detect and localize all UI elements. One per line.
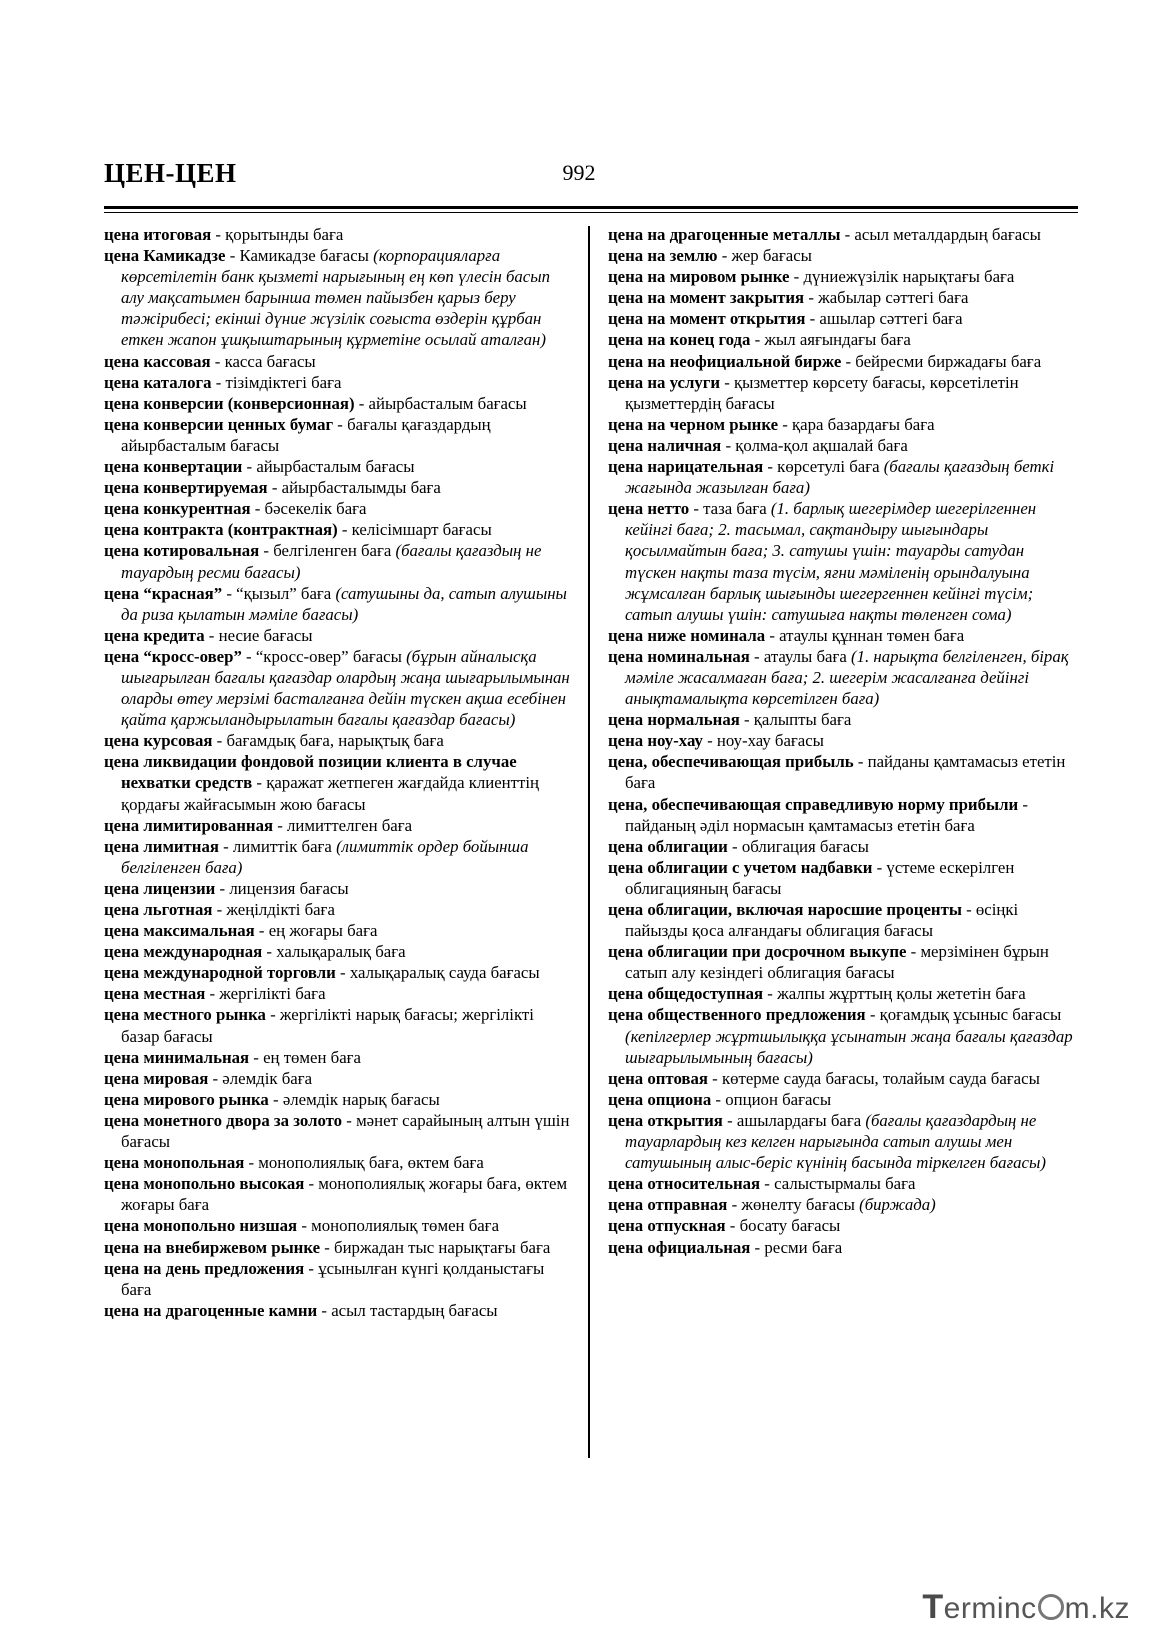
entry-separator: - <box>222 583 237 603</box>
column-divider <box>588 226 590 1458</box>
entry-term: цена конвертируемая <box>104 478 268 498</box>
entry-separator: - <box>211 225 226 244</box>
entry-definition: салыстырмалы баға <box>774 1174 916 1194</box>
entry-term: цена на момент закрытия <box>608 288 805 308</box>
entry-term: цена на неофициальной бирже <box>608 351 842 371</box>
dictionary-entry <box>104 625 572 646</box>
dictionary-entry <box>104 646 572 730</box>
dictionary-entry <box>608 287 1078 308</box>
entry-definition: халықаралық сауда бағасы <box>349 963 540 983</box>
entry-definition: Камикадзе бағасы <box>239 246 374 266</box>
dictionary-entry <box>104 372 572 393</box>
logo-text-post: m.kz <box>1064 1592 1130 1625</box>
entry-term: цена монопольная <box>104 1153 245 1173</box>
entry-term: цена официальная <box>608 1237 751 1257</box>
entry-term: цена, обеспечивающая справедливую норму прибыли <box>608 794 1019 814</box>
dictionary-entry <box>104 1068 572 1089</box>
entry-definition: әлемдік нарық бағасы <box>282 1089 440 1109</box>
entry-definition: таза баға <box>703 499 771 519</box>
entry-definition: опцион бағасы <box>725 1089 832 1109</box>
dictionary-entry <box>608 625 1078 646</box>
entry-definition: асыл металдардың бағасы <box>854 225 1041 244</box>
dictionary-entry <box>104 815 572 836</box>
entry-definition: ең жоғары баға <box>268 921 378 941</box>
entry-note: (бағалы қағаздардың не тауарлардың кез келген нарығында сатып алушы мен сатушының алыс-беріс күнінің басында тіркелген бағасы) <box>625 1110 1046 1173</box>
entry-definition: бәсекелік баға <box>264 499 367 519</box>
entry-definition: несие бағасы <box>218 625 313 645</box>
entry-separator: - <box>789 267 804 287</box>
entry-term: цена на момент открытия <box>608 309 806 329</box>
entry-separator: - <box>961 900 976 919</box>
entry-note: (бұрын айналысқа шығарылған бағалы қағаздар олардың жаңа шығарылымынан оларды өтеу мерзімі басталғанға дейін түскен ақша есебінен қайта қаржыландырылатын бағалы қағаздар бағасы) <box>121 646 570 730</box>
entry-term: цена на конец года <box>608 330 751 350</box>
dictionary-entry <box>608 1237 1078 1258</box>
dictionary-entry <box>104 983 572 1004</box>
entry-term: цена на внебиржевом рынке <box>104 1237 321 1257</box>
entry-separator: - <box>750 1237 765 1257</box>
entry-separator: - <box>242 457 257 477</box>
dictionary-entry <box>104 1237 572 1258</box>
entry-term: цена нарицательная <box>608 457 764 477</box>
entry-term: цена мировая <box>104 1068 209 1088</box>
entry-term: цена мирового рынка <box>104 1089 269 1109</box>
entry-term: цена кредита <box>104 625 205 645</box>
entry-separator: - <box>805 309 820 329</box>
entry-definition: ресми баға <box>764 1237 843 1257</box>
entry-separator: - <box>211 372 226 392</box>
left-column <box>104 224 572 1321</box>
entry-term: цена конвертации <box>104 457 243 477</box>
entry-term: цена котировальная <box>104 541 260 561</box>
entry-term: цена монопольно высокая <box>104 1174 305 1194</box>
entry-term: цена конверсии ценных бумаг <box>104 414 334 434</box>
entry-term: цена льготная <box>104 900 213 919</box>
entry-term: цена международная <box>104 942 263 962</box>
entry-term: цена ликвидации фондовой позиции клиента в случае нехватки средств <box>104 752 517 793</box>
entry-term: цена нормальная <box>608 710 740 730</box>
entry-definition: келісімшарт бағасы <box>351 520 492 540</box>
entry-definition: көтерме сауда бағасы, толайым сауда бағасы <box>721 1068 1040 1088</box>
entry-note: (биржада) <box>859 1195 936 1215</box>
entry-term: цена нетто <box>608 499 690 519</box>
entry-separator: - <box>249 1047 264 1067</box>
entry-separator: - <box>342 1110 357 1130</box>
dictionary-entry <box>608 983 1078 1004</box>
entry-separator: - <box>840 225 855 244</box>
dictionary-entry <box>104 477 572 498</box>
dictionary-entry <box>608 751 1078 793</box>
dictionary-entry <box>608 794 1078 836</box>
entry-term: цена, обеспечивающая прибыль <box>608 752 854 772</box>
entry-definition: монополиялық төмен баға <box>311 1216 500 1236</box>
dictionary-entry <box>104 1258 572 1300</box>
entry-term: цена на драгоценные металлы <box>608 225 841 244</box>
entry-separator: - <box>720 372 735 392</box>
entry-definition: ең төмен баға <box>263 1047 361 1067</box>
dictionary-entry <box>608 709 1078 730</box>
entry-term: цена конкурентная <box>104 499 251 519</box>
entry-term: цена общедоступная <box>608 984 764 1004</box>
entry-term: цена облигации при досрочном выкупе <box>608 942 907 962</box>
entry-definition: ашылар сәттегі баға <box>819 309 963 329</box>
right-column <box>608 224 1078 1258</box>
entry-definition: жергілікті баға <box>219 984 326 1004</box>
entry-definition: пайданы қамтамасыз ететін баға <box>625 752 1066 793</box>
entry-separator: - <box>721 435 736 455</box>
entry-definition: қаражат жетпеген жағдайда клиенттің қордағы жайғасымын жою бағасы <box>121 773 539 814</box>
entry-separator: - <box>320 1237 335 1257</box>
entry-separator: - <box>333 414 348 434</box>
entry-separator: - <box>841 351 856 371</box>
entry-definition: жер бағасы <box>731 246 812 266</box>
entry-definition: лицензия бағасы <box>229 878 349 898</box>
entry-term: цена отправная <box>608 1195 728 1215</box>
entry-term: цена контракта (контрактная) <box>104 520 338 540</box>
dictionary-entry <box>104 1215 572 1236</box>
dictionary-entry <box>104 730 572 751</box>
entry-definition: қорытынды баға <box>225 225 344 244</box>
dictionary-entry <box>608 1194 1078 1215</box>
entry-term: цена относительная <box>608 1174 761 1194</box>
entry-separator: - <box>722 1110 737 1130</box>
entry-definition: әлемдік баға <box>222 1068 313 1088</box>
entry-term: цена лицензии <box>104 878 216 898</box>
entry-definition: асыл тастардың бағасы <box>331 1300 498 1320</box>
entry-definition: жабылар сәттегі баға <box>818 288 969 308</box>
entry-separator: - <box>750 330 765 350</box>
dictionary-entry <box>608 836 1078 857</box>
entry-term: цена на мировом рынке <box>608 267 790 287</box>
entry-separator: - <box>265 1005 280 1025</box>
entry-term: цена “красная” <box>104 583 223 603</box>
entry-separator: - <box>212 900 227 919</box>
entry-separator: - <box>268 1089 283 1109</box>
dictionary-entry <box>608 941 1078 983</box>
entry-separator: - <box>215 878 230 898</box>
entry-separator: - <box>739 710 754 730</box>
entry-definition: айырбасталым бағасы <box>368 393 527 413</box>
entry-separator: - <box>702 731 717 751</box>
dictionary-entry <box>104 1004 572 1046</box>
entry-term: цена монетного двора за золото <box>104 1110 343 1130</box>
dictionary-entry <box>608 899 1078 941</box>
entry-definition: мәнет сарайының алтын үшін бағасы <box>121 1110 570 1152</box>
dictionary-entry <box>104 1047 572 1068</box>
entry-separator: - <box>707 1068 722 1088</box>
entry-definition: үстеме ескерілген облигацияның бағасы <box>625 857 1015 898</box>
entry-term: цена лимитированная <box>104 815 274 835</box>
entry-term: цена лимитная <box>104 836 219 856</box>
entry-definition: атаулы құннан төмен баға <box>779 625 965 645</box>
entry-definition: қара базардағы баға <box>792 414 935 434</box>
entry-separator: - <box>241 646 256 666</box>
entry-term: цена на землю <box>608 246 718 266</box>
entry-separator: - <box>205 984 220 1004</box>
entry-term: цена ниже номинала <box>608 625 766 645</box>
entry-separator: - <box>853 752 868 772</box>
entry-separator: - <box>267 478 282 498</box>
entry-definition: касса бағасы <box>224 351 316 371</box>
entry-term: цена на драгоценные камни <box>104 1300 318 1320</box>
entry-separator: - <box>273 815 288 835</box>
entry-term: цена опциона <box>608 1089 712 1109</box>
dictionary-entry <box>104 1300 572 1321</box>
entry-definition: өсіңкі пайызды қоса алғандағы облигация бағасы <box>625 900 1019 941</box>
entry-term: цена оптовая <box>608 1068 708 1088</box>
entry-separator: - <box>225 246 240 266</box>
entry-separator: - <box>760 1174 775 1194</box>
termincom-logo[interactable] <box>922 1588 1130 1627</box>
entry-separator: - <box>244 1153 259 1173</box>
entry-definition: айырбасталым бағасы <box>256 457 415 477</box>
entry-definition: ұсынылған күнгі қолданыстағы баға <box>121 1258 545 1299</box>
dictionary-entry <box>104 1110 572 1152</box>
entry-definition: монополиялық баға, өктем баға <box>258 1153 484 1173</box>
entry-definition: дүниежүзілік нарықтағы баға <box>803 267 1015 287</box>
dictionary-entry <box>608 435 1078 456</box>
dictionary-entry <box>608 1173 1078 1194</box>
dictionary-entry <box>104 519 572 540</box>
dictionary-entry <box>608 857 1078 899</box>
entry-separator: - <box>725 1216 740 1236</box>
logo-letter: T <box>922 1588 944 1626</box>
dictionary-entry <box>104 1173 572 1215</box>
entry-separator: - <box>865 1005 880 1025</box>
entry-definition: облигация бағасы <box>741 836 869 856</box>
entry-definition: лимиттелген баға <box>287 815 413 835</box>
entry-separator: - <box>1018 794 1028 814</box>
dictionary-entry <box>608 498 1078 625</box>
dictionary-entry <box>104 456 572 477</box>
entry-term: цена международной торговли <box>104 963 336 983</box>
entry-separator: - <box>765 625 780 645</box>
entry-definition: қызметтер көрсету бағасы, көрсетілетін қызметтердің бағасы <box>625 372 1019 413</box>
entry-separator: - <box>208 1068 223 1088</box>
dictionary-entry <box>608 372 1078 414</box>
logo-text-pre: erminc <box>943 1592 1037 1625</box>
entry-term: цена минимальная <box>104 1047 250 1067</box>
entry-separator: - <box>717 246 732 266</box>
entry-separator: - <box>210 351 225 371</box>
entry-definition: айырбасталымды баға <box>281 478 441 498</box>
entry-term: цена отпускная <box>608 1216 726 1236</box>
entry-separator: - <box>212 731 227 751</box>
entry-term: цена на черном рынке <box>608 414 779 434</box>
entry-separator: - <box>711 1089 726 1109</box>
entry-separator: - <box>317 1300 332 1320</box>
entry-definition: тізімдіктегі баға <box>225 372 342 392</box>
entry-term: цена “кросс-овер” <box>104 646 242 666</box>
dictionary-entry <box>104 1089 572 1110</box>
entry-definition: атаулы баға <box>763 646 852 666</box>
dictionary-entry <box>608 456 1078 498</box>
entry-term: цена общественного предложения <box>608 1005 866 1025</box>
entry-definition: бағалы қағаздардың айырбасталым бағасы <box>121 414 491 455</box>
entry-definition: жеңілдікті баға <box>226 900 335 919</box>
entry-definition: бейресми биржадағы баға <box>855 351 1042 371</box>
entry-term: цена местного рынка <box>104 1005 266 1025</box>
entry-separator: - <box>304 1174 319 1194</box>
entry-separator: - <box>354 393 369 413</box>
entry-definition: бағамдық баға, нарықтық баға <box>226 731 444 751</box>
entry-separator: - <box>749 646 764 666</box>
dictionary-entry <box>608 308 1078 329</box>
entry-separator: - <box>763 984 778 1004</box>
entry-note: (корпорацияларға көрсетілетін банк қызметі нарығының ең көп үлесін басып алу мақсатымен барынша төмен пайызбен қарыз беру тәжірибесі; екінші дүние жүзілік соғыста өздерін құрбан еткен жапон ұшқыштарының құрметіне осылай аталған) <box>121 246 550 350</box>
entry-definition: ашылардағы баға <box>736 1110 866 1130</box>
entry-definition: босату бағасы <box>739 1216 841 1236</box>
entry-note: (бағалы қағаздың не тауардың ресми бағасы) <box>121 541 542 582</box>
dictionary-entry <box>608 266 1078 287</box>
dictionary-entry <box>104 540 572 582</box>
entry-term: цена курсовая <box>104 731 213 751</box>
entry-separator: - <box>727 1195 742 1215</box>
entry-definition: жөнелту бағасы <box>741 1195 860 1215</box>
entry-definition: көрсетулі баға <box>777 457 884 477</box>
entry-term: цена номинальная <box>608 646 750 666</box>
dictionary-entry <box>608 1089 1078 1110</box>
entry-separator: - <box>906 942 921 962</box>
entry-definition: халықаралық баға <box>276 942 406 962</box>
entry-definition: жалпы жұрттың қолы жететін баға <box>777 984 1026 1004</box>
dictionary-entry <box>608 730 1078 751</box>
entry-note: (1. барлық шегерімдер шегерілгеннен кейінгі баға; 2. тасымал, сақтандыру шығындары қосылмайтын баға; 3. сатушы үшін: тауарды сатудан түскен нақты таза түсім, яғни мәміленің орындалуына жұмсалған барлық шығынды шегергеннен кейінгі түсім; сатып алушы үшін: сатушыға нақты төленген сома) <box>625 499 1037 624</box>
entry-term: цена облигации, включая наросшие проценты <box>608 900 962 919</box>
dictionary-entry <box>104 878 572 899</box>
entry-separator: - <box>337 520 352 540</box>
entry-note: (бағалы қағаздың беткі жағында жазылған баға) <box>625 457 1055 498</box>
entry-definition: “қызыл” баға <box>236 583 336 603</box>
dictionary-entry <box>104 920 572 941</box>
running-header: ЦЕН-ЦЕН <box>104 158 237 188</box>
entry-separator: - <box>763 457 778 477</box>
dictionary-entry <box>104 245 572 350</box>
entry-term: цена конверсии (конверсионная) <box>104 393 355 413</box>
dictionary-entry <box>104 393 572 414</box>
entry-separator: - <box>727 836 742 856</box>
entry-separator: - <box>778 414 793 434</box>
entry-separator: - <box>335 963 350 983</box>
dictionary-entry <box>104 414 572 456</box>
entry-definition: монополиялық жоғары баға, өктем жоғары баға <box>121 1174 568 1215</box>
header-rule-thick <box>104 206 1078 209</box>
entry-note: (1. нарықта белгіленген, бірақ мәміле жасалмаған баға; 2. шегерім жасалғанға дейінгі анықтамалықта көрсетілген баға) <box>625 646 1069 709</box>
entry-term: цена кассовая <box>104 351 211 371</box>
entry-definition: “кросс-овер” бағасы <box>255 646 407 666</box>
entry-definition: жыл аяғындағы баға <box>764 330 911 350</box>
entry-separator: - <box>254 921 269 941</box>
dictionary-entry <box>104 351 572 372</box>
dictionary-entry <box>608 1215 1078 1236</box>
entry-definition: ноу-хау бағасы <box>716 731 824 751</box>
dictionary-entry <box>104 899 572 920</box>
entry-definition: қалыпты баға <box>753 710 852 730</box>
entry-definition: жергілікті нарық бағасы; жергілікті базар бағасы <box>121 1005 534 1046</box>
entry-definition: лимиттік баға <box>232 836 337 856</box>
entry-separator: - <box>804 288 819 308</box>
dictionary-entry <box>608 414 1078 435</box>
dictionary-entry <box>608 646 1078 709</box>
entry-separator: - <box>297 1216 312 1236</box>
entry-separator: - <box>218 836 233 856</box>
entry-separator: - <box>689 499 704 519</box>
dictionary-entry <box>104 1152 572 1173</box>
entry-separator: - <box>204 625 219 645</box>
entry-term: цена Камикадзе <box>104 246 226 266</box>
header-rule-thin <box>104 212 1078 213</box>
entry-definition: қолма-қол ақшалай баға <box>735 435 908 455</box>
dictionary-entry <box>608 245 1078 266</box>
entry-separator: - <box>262 942 277 962</box>
dictionary-entry <box>104 962 572 983</box>
entry-note: (кепілгерлер жұртшылыққа ұсынатын жаңа бағалы қағаздар шығарылымының бағасы) <box>625 1026 1073 1067</box>
logo-circle-icon <box>1038 1594 1064 1620</box>
dictionary-entry <box>104 836 572 878</box>
entry-term: цена ноу-хау <box>608 731 703 751</box>
dictionary-entry <box>608 1110 1078 1173</box>
entry-term: цена на день предложения <box>104 1258 305 1278</box>
entry-separator: - <box>872 857 887 877</box>
entry-term: цена облигации <box>608 836 728 856</box>
entry-definition: белгіленген баға <box>273 541 396 561</box>
entry-definition: мерзімінен бұрын сатып алу кезіндегі облигация бағасы <box>625 942 1049 983</box>
entry-term: цена максимальная <box>104 921 255 941</box>
entry-term: цена облигации с учетом надбавки <box>608 857 873 877</box>
entry-note: (сатушыны да, сатып алушыны да риза қылатын мәміле бағасы) <box>121 583 567 624</box>
entry-term: цена наличная <box>608 435 722 455</box>
dictionary-entry <box>608 224 1078 245</box>
dictionary-entry <box>104 224 572 245</box>
page-number: 992 <box>562 160 596 185</box>
entry-definition: қоғамдық ұсыныс бағасы <box>879 1005 1062 1025</box>
dictionary-entry <box>608 1004 1078 1067</box>
entry-term: цена монопольно низшая <box>104 1216 298 1236</box>
dictionary-entry <box>608 329 1078 350</box>
entry-separator: - <box>252 773 267 793</box>
dictionary-entry <box>104 498 572 519</box>
dictionary-entry <box>104 583 572 625</box>
entry-definition: биржадан тыс нарықтағы баға <box>334 1237 551 1257</box>
dictionary-entry <box>608 351 1078 372</box>
dictionary-entry <box>104 751 572 814</box>
entry-note: (лимиттік ордер бойынша белгіленген баға) <box>121 836 529 877</box>
entry-separator: - <box>250 499 265 519</box>
entry-term: цена открытия <box>608 1110 723 1130</box>
entry-term: цена на услуги <box>608 372 721 392</box>
entry-term: цена каталога <box>104 372 212 392</box>
dictionary-entry <box>104 941 572 962</box>
entry-definition: пайданың әділ нормасын қамтамасыз ететін баға <box>625 815 975 835</box>
entry-separator: - <box>304 1258 319 1278</box>
entry-separator: - <box>259 541 274 561</box>
dictionary-entry <box>608 1068 1078 1089</box>
entry-term: цена итоговая <box>104 225 212 244</box>
entry-term: цена местная <box>104 984 206 1004</box>
